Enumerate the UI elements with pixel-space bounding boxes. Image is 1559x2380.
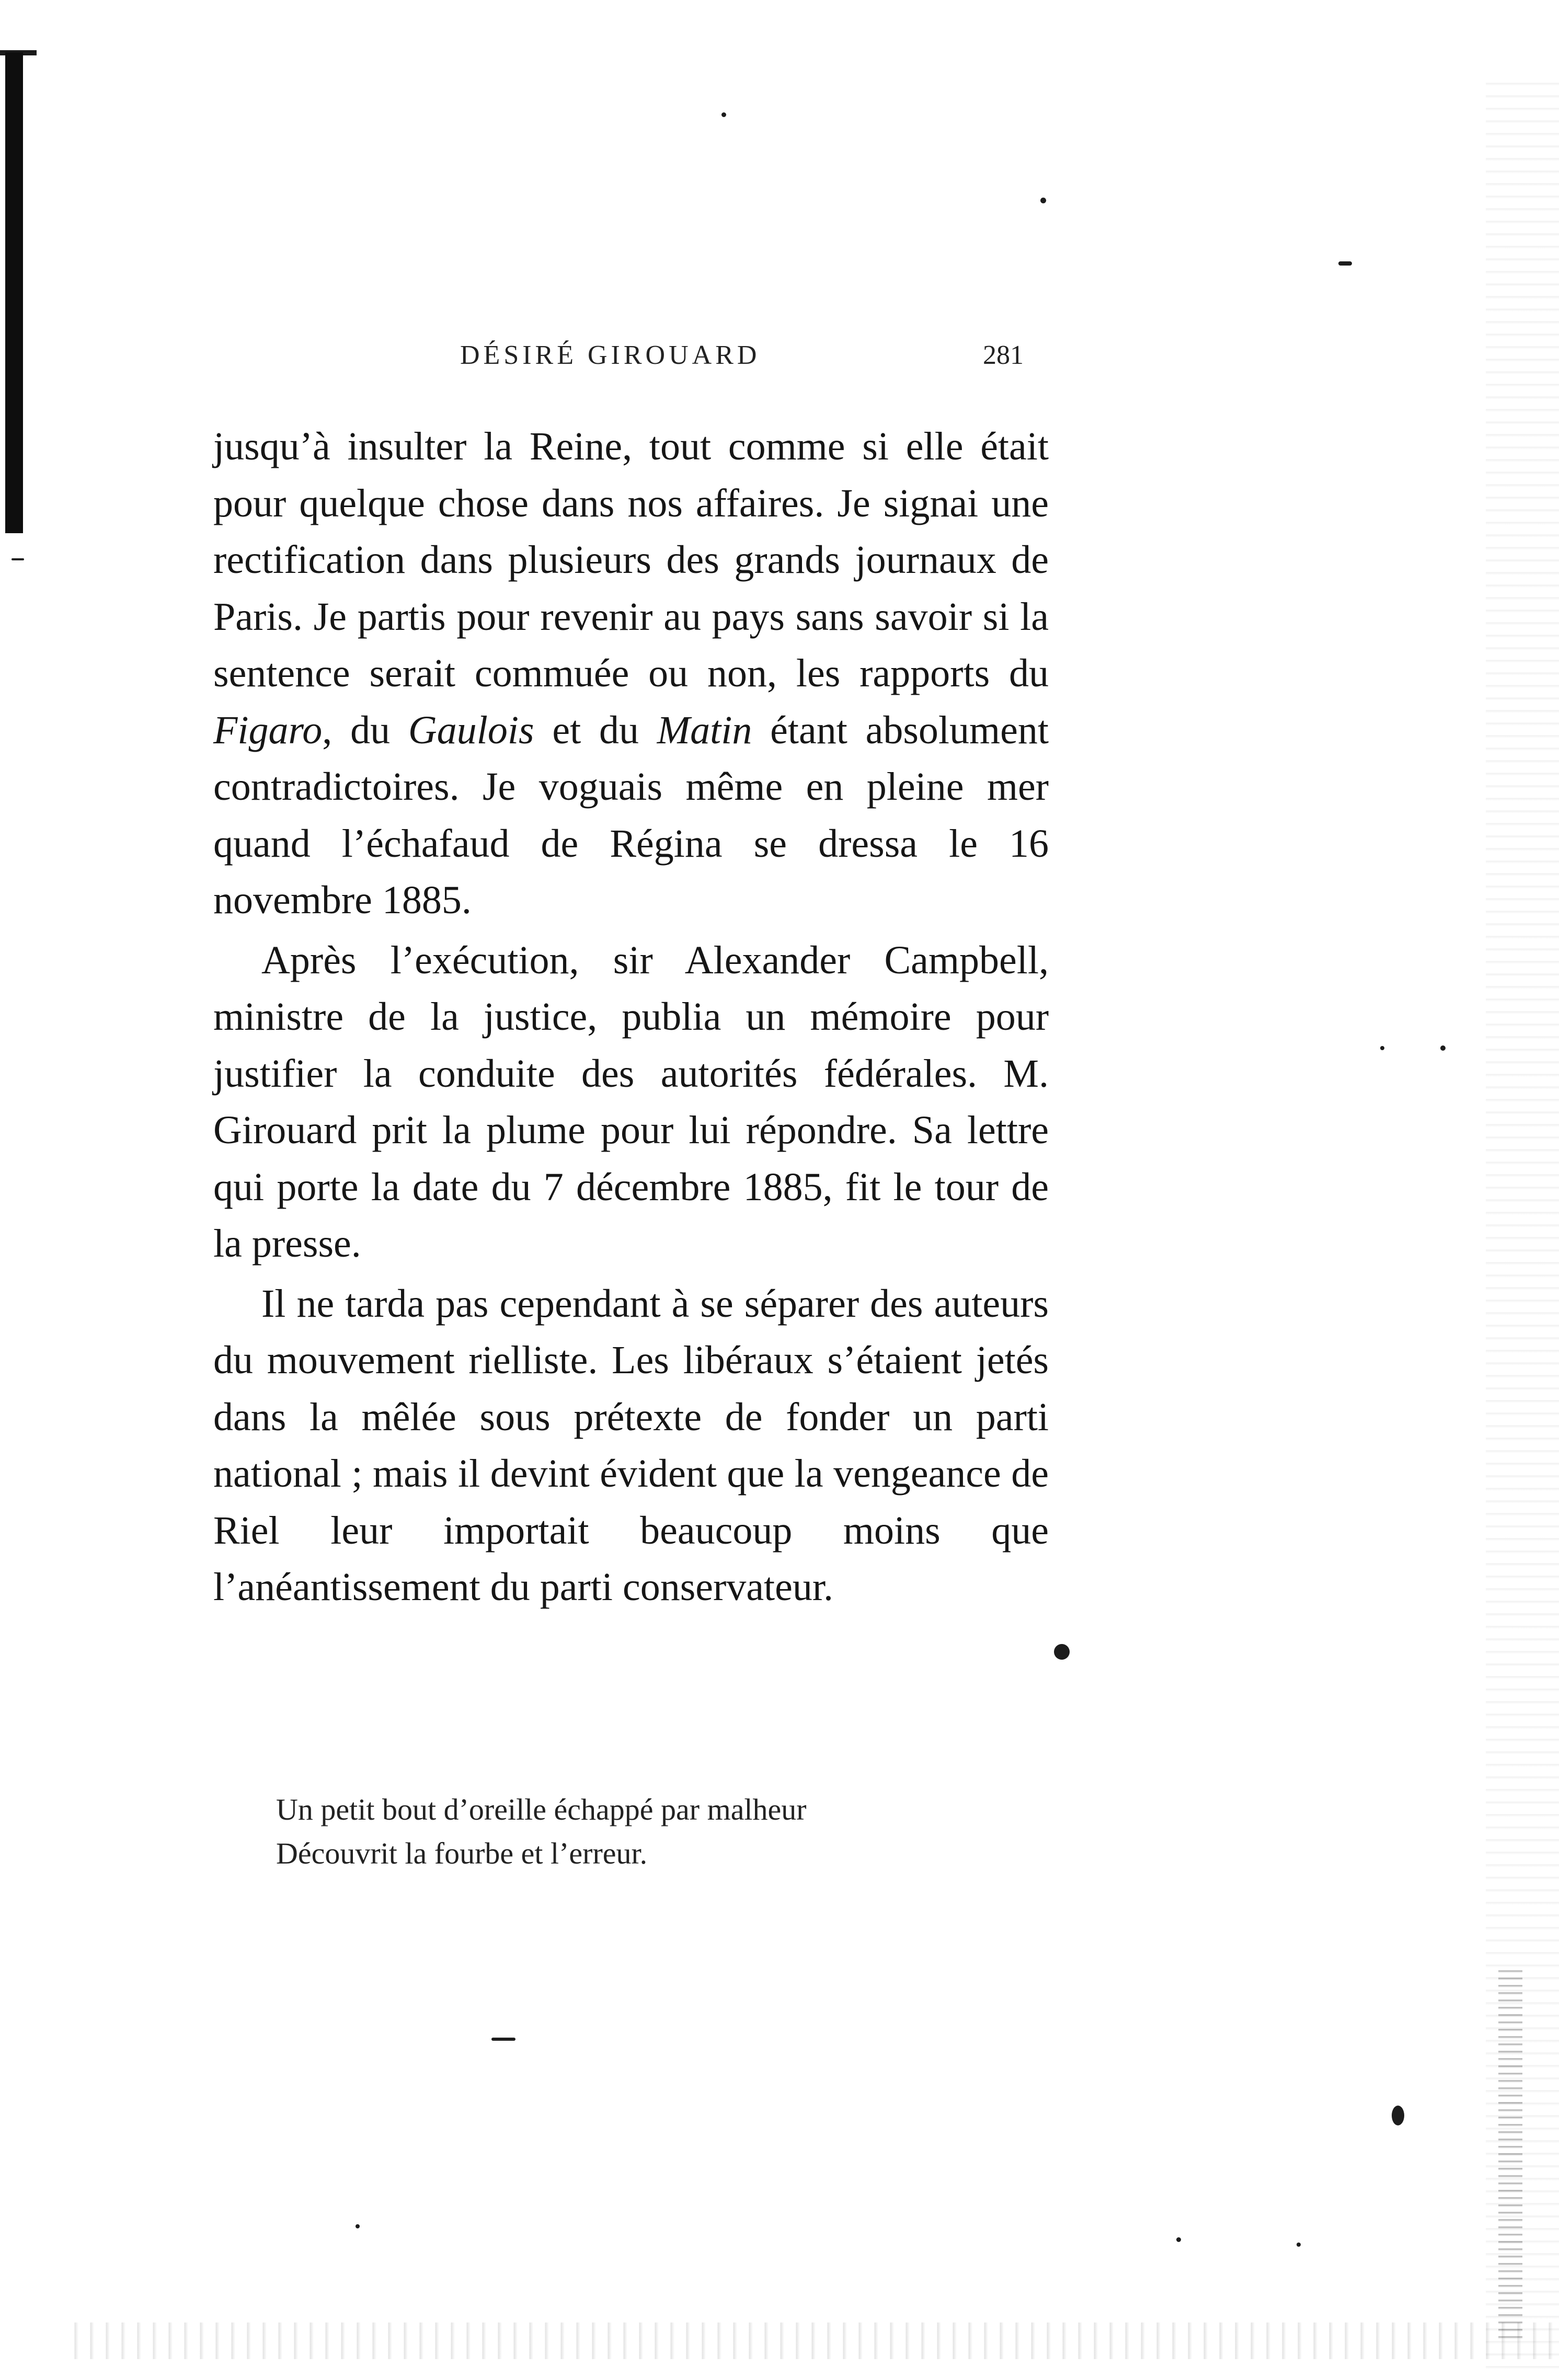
- ink-speck: [1040, 198, 1046, 203]
- text-run: étant absolument contradictoires. Je voguais même en pleine mer quand l’échafaud de Régina se dressa le 16 novembre 1885.: [213, 708, 1049, 922]
- ink-speck: [1440, 1045, 1446, 1051]
- ink-speck: [1054, 1644, 1070, 1660]
- text-run: , du: [322, 708, 408, 752]
- ink-speck: [356, 2224, 360, 2228]
- ink-speck: [1392, 2106, 1404, 2125]
- verse-line: Découvrit la fourbe et l’erreur.: [276, 1836, 648, 1870]
- text-run: Après l’exécution, sir Alexander Campbell, ministre de la justice, publia un mémoire pour justifier la conduite des autorités fédérales. M. Girouard prit la plume pour lui répondre. Sa lettre qui porte la date du 7 décembre 1885, fit le tour de la presse.: [213, 938, 1049, 1266]
- running-head-title: DÉSIRÉ GIROUARD: [460, 340, 761, 370]
- text-run: jusqu’à insulter la Reine, tout comme si elle était pour quelque chose dans nos affaires. Je signai une rectification dans plusieurs des grands journaux de Paris. Je partis pour revenir au pays sans savoir si la sentence serait commuée ou non, les rapports du: [213, 424, 1049, 695]
- page-number: 281: [983, 340, 1024, 370]
- text-run: Il ne tarda pas cependant à se séparer des auteurs du mouvement rielliste. Les libéraux s’étaient jetés dans la mêlée sous prétexte de fonder un parti national ; mais il devint évident que la vengeance de Riel leur importait beaucoup moins que l’anéantissement du parti conservateur.: [213, 1281, 1049, 1609]
- scan-artifact-right-edge-dark: [1498, 1965, 1522, 2342]
- paragraph: [213, 932, 1049, 1272]
- body-text: [213, 418, 1049, 1616]
- paragraph: [213, 418, 1049, 929]
- text-run-italic: Figaro: [213, 708, 323, 752]
- ink-speck: [12, 558, 24, 560]
- verse-line: Un petit bout d’oreille échappé par malheur: [276, 1792, 807, 1826]
- scan-artifact-right-edge: [1486, 73, 1559, 2373]
- ink-speck: [491, 2038, 515, 2041]
- text-run-italic: Matin: [657, 708, 752, 752]
- paragraph: [213, 1275, 1049, 1616]
- ink-speck: [721, 112, 726, 117]
- text-run-italic: Gaulois: [408, 708, 534, 752]
- text-run: et du: [534, 708, 657, 752]
- ink-speck: [1380, 1046, 1384, 1050]
- ink-speck: [1176, 2237, 1181, 2242]
- scan-artifact-bottom-edge: [63, 2322, 1559, 2359]
- scan-artifact-left-bar: [5, 52, 23, 533]
- ink-speck: [1338, 261, 1352, 266]
- ink-speck: [1297, 2243, 1301, 2247]
- verse-quote: [276, 1788, 807, 1876]
